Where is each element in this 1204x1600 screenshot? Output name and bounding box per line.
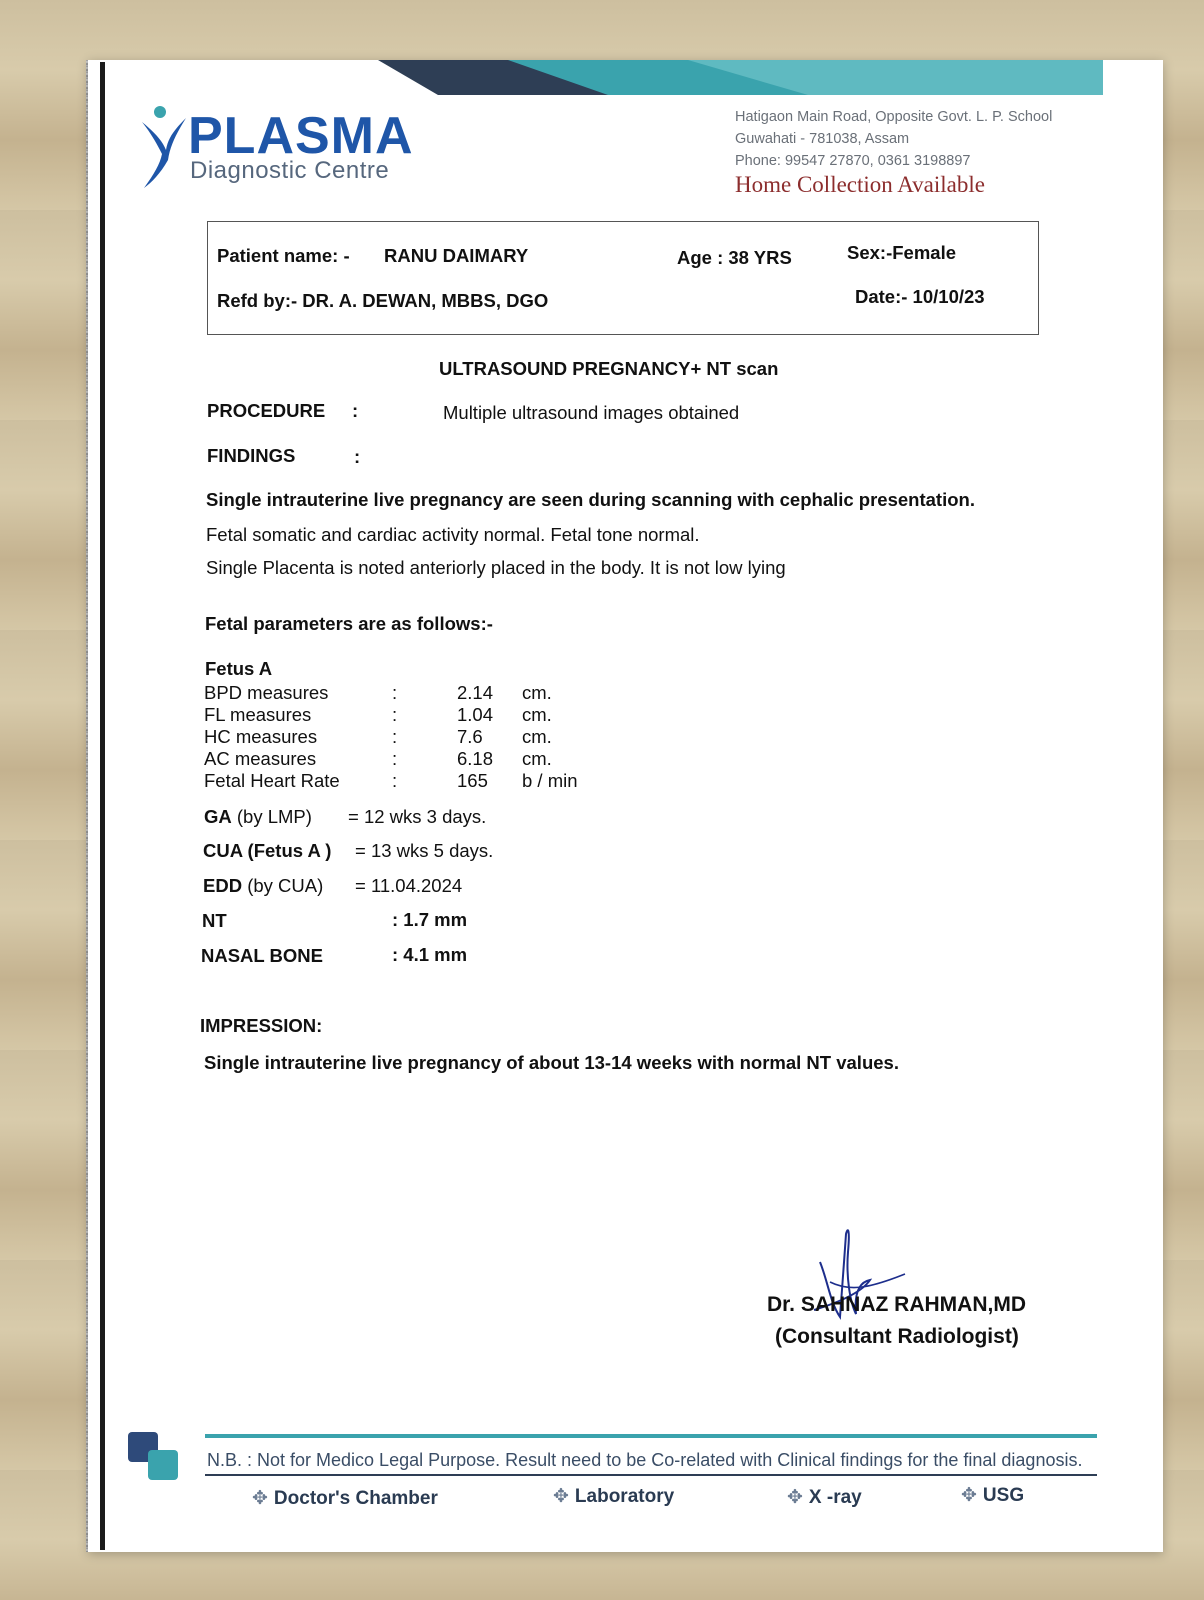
procedure-value: Multiple ultrasound images obtained (443, 402, 740, 423)
measure-label: HC measures (204, 726, 318, 747)
measure-unit: cm. (522, 748, 552, 769)
findings-label: FINDINGS (207, 445, 296, 466)
address-line-1: Hatigaon Main Road, Opposite Govt. L. P. School (735, 109, 1053, 125)
params-heading: Fetal parameters are as follows:- (205, 613, 493, 634)
impression-label: IMPRESSION: (200, 1015, 323, 1036)
measure-colon: : (392, 682, 398, 703)
patient-sex: Sex:-Female (847, 242, 956, 263)
cua-label: CUA (Fetus A ) (203, 840, 332, 861)
nt-label: NT (202, 910, 227, 931)
measure-value: 165 (457, 770, 488, 791)
report-date: Date:- 10/10/23 (855, 286, 985, 307)
measure-unit: b / min (522, 770, 578, 791)
doctor-title: (Consultant Radiologist) (775, 1325, 1019, 1348)
measure-unit: cm. (522, 682, 552, 703)
nasal-bone-label: NASAL BONE (201, 945, 323, 966)
findings-colon: : (354, 446, 361, 467)
diamond-icon: ✥ (961, 1485, 977, 1506)
measure-unit: cm. (522, 726, 552, 747)
patient-info-box (207, 221, 1039, 335)
edd-label: EDD (by CUA) (203, 875, 324, 896)
measure-colon: : (392, 704, 398, 725)
measure-value: 1.04 (457, 704, 494, 725)
measure-colon: : (392, 770, 398, 791)
measure-label: BPD measures (204, 682, 329, 703)
disclaimer-note: N.B. : Not for Medico Legal Purpose. Result need to be Co-related with Clinical findings for the final diagnosis. (207, 1450, 1083, 1470)
report-title: ULTRASOUND PREGNANCY+ NT scan (439, 358, 779, 379)
measure-value: 2.14 (457, 682, 494, 703)
measure-label: FL measures (204, 704, 312, 725)
measure-label: AC measures (204, 748, 317, 769)
referred-by: Refd by:- DR. A. DEWAN, MBBS, DGO (217, 290, 549, 311)
finding-2: Fetal somatic and cardiac activity normal. Fetal tone normal. (206, 524, 700, 545)
header-band (88, 60, 1163, 110)
measure-unit: cm. (522, 704, 552, 725)
fetus-label: Fetus A (205, 658, 273, 679)
diamond-icon: ✥ (787, 1487, 803, 1508)
measure-colon: : (392, 726, 398, 747)
cua-value: = 13 wks 5 days. (355, 840, 494, 861)
address-line-2: Guwahati - 781038, Assam (735, 131, 910, 147)
home-collection: Home Collection Available (735, 172, 985, 197)
finding-1: Single intrauterine live pregnancy are seen during scanning with cephalic presentation. (206, 489, 975, 510)
measure-colon: : (392, 748, 398, 769)
impression-text: Single intrauterine live pregnancy of about 13-14 weeks with normal NT values. (204, 1052, 899, 1073)
service-xray: ✥ X -ray (787, 1487, 862, 1508)
service-laboratory: ✥ Laboratory (553, 1486, 675, 1507)
ga-label: GA (by LMP) (204, 806, 312, 827)
footer-squares-icon (128, 1430, 184, 1486)
service-doctors-chamber: ✥ Doctor's Chamber (252, 1488, 438, 1509)
measure-value: 7.6 (457, 726, 483, 747)
footer-rule-bottom (205, 1474, 1097, 1476)
procedure-colon: : (352, 400, 359, 421)
patient-name: RANU DAIMARY (384, 245, 529, 266)
measure-value: 6.18 (457, 748, 494, 769)
procedure-label: PROCEDURE (207, 400, 326, 421)
binding-line (100, 62, 105, 1550)
brand-subtitle: Diagnostic Centre (190, 157, 390, 184)
footer-rule-top (205, 1434, 1097, 1438)
diamond-icon: ✥ (252, 1488, 268, 1509)
ga-value: = 12 wks 3 days. (348, 806, 487, 827)
brand-name: PLASMA (188, 107, 414, 165)
edd-value: = 11.04.2024 (355, 875, 463, 896)
nasal-bone-value: : 4.1 mm (392, 944, 468, 965)
logo-figure-icon (140, 104, 188, 190)
measure-label: Fetal Heart Rate (204, 770, 340, 791)
patient-age: Age : 38 YRS (677, 247, 792, 268)
phone-numbers: Phone: 99547 27870, 0361 3198897 (735, 153, 971, 169)
service-usg: ✥ USG (961, 1485, 1025, 1506)
finding-3: Single Placenta is noted anteriorly placed in the body. It is not low lying (206, 557, 786, 578)
doctor-name: Dr. SAHNAZ RAHMAN,MD (767, 1293, 1026, 1316)
diamond-icon: ✥ (553, 1486, 569, 1507)
patient-name-label: Patient name: - (217, 245, 350, 266)
nt-value: : 1.7 mm (392, 909, 468, 930)
